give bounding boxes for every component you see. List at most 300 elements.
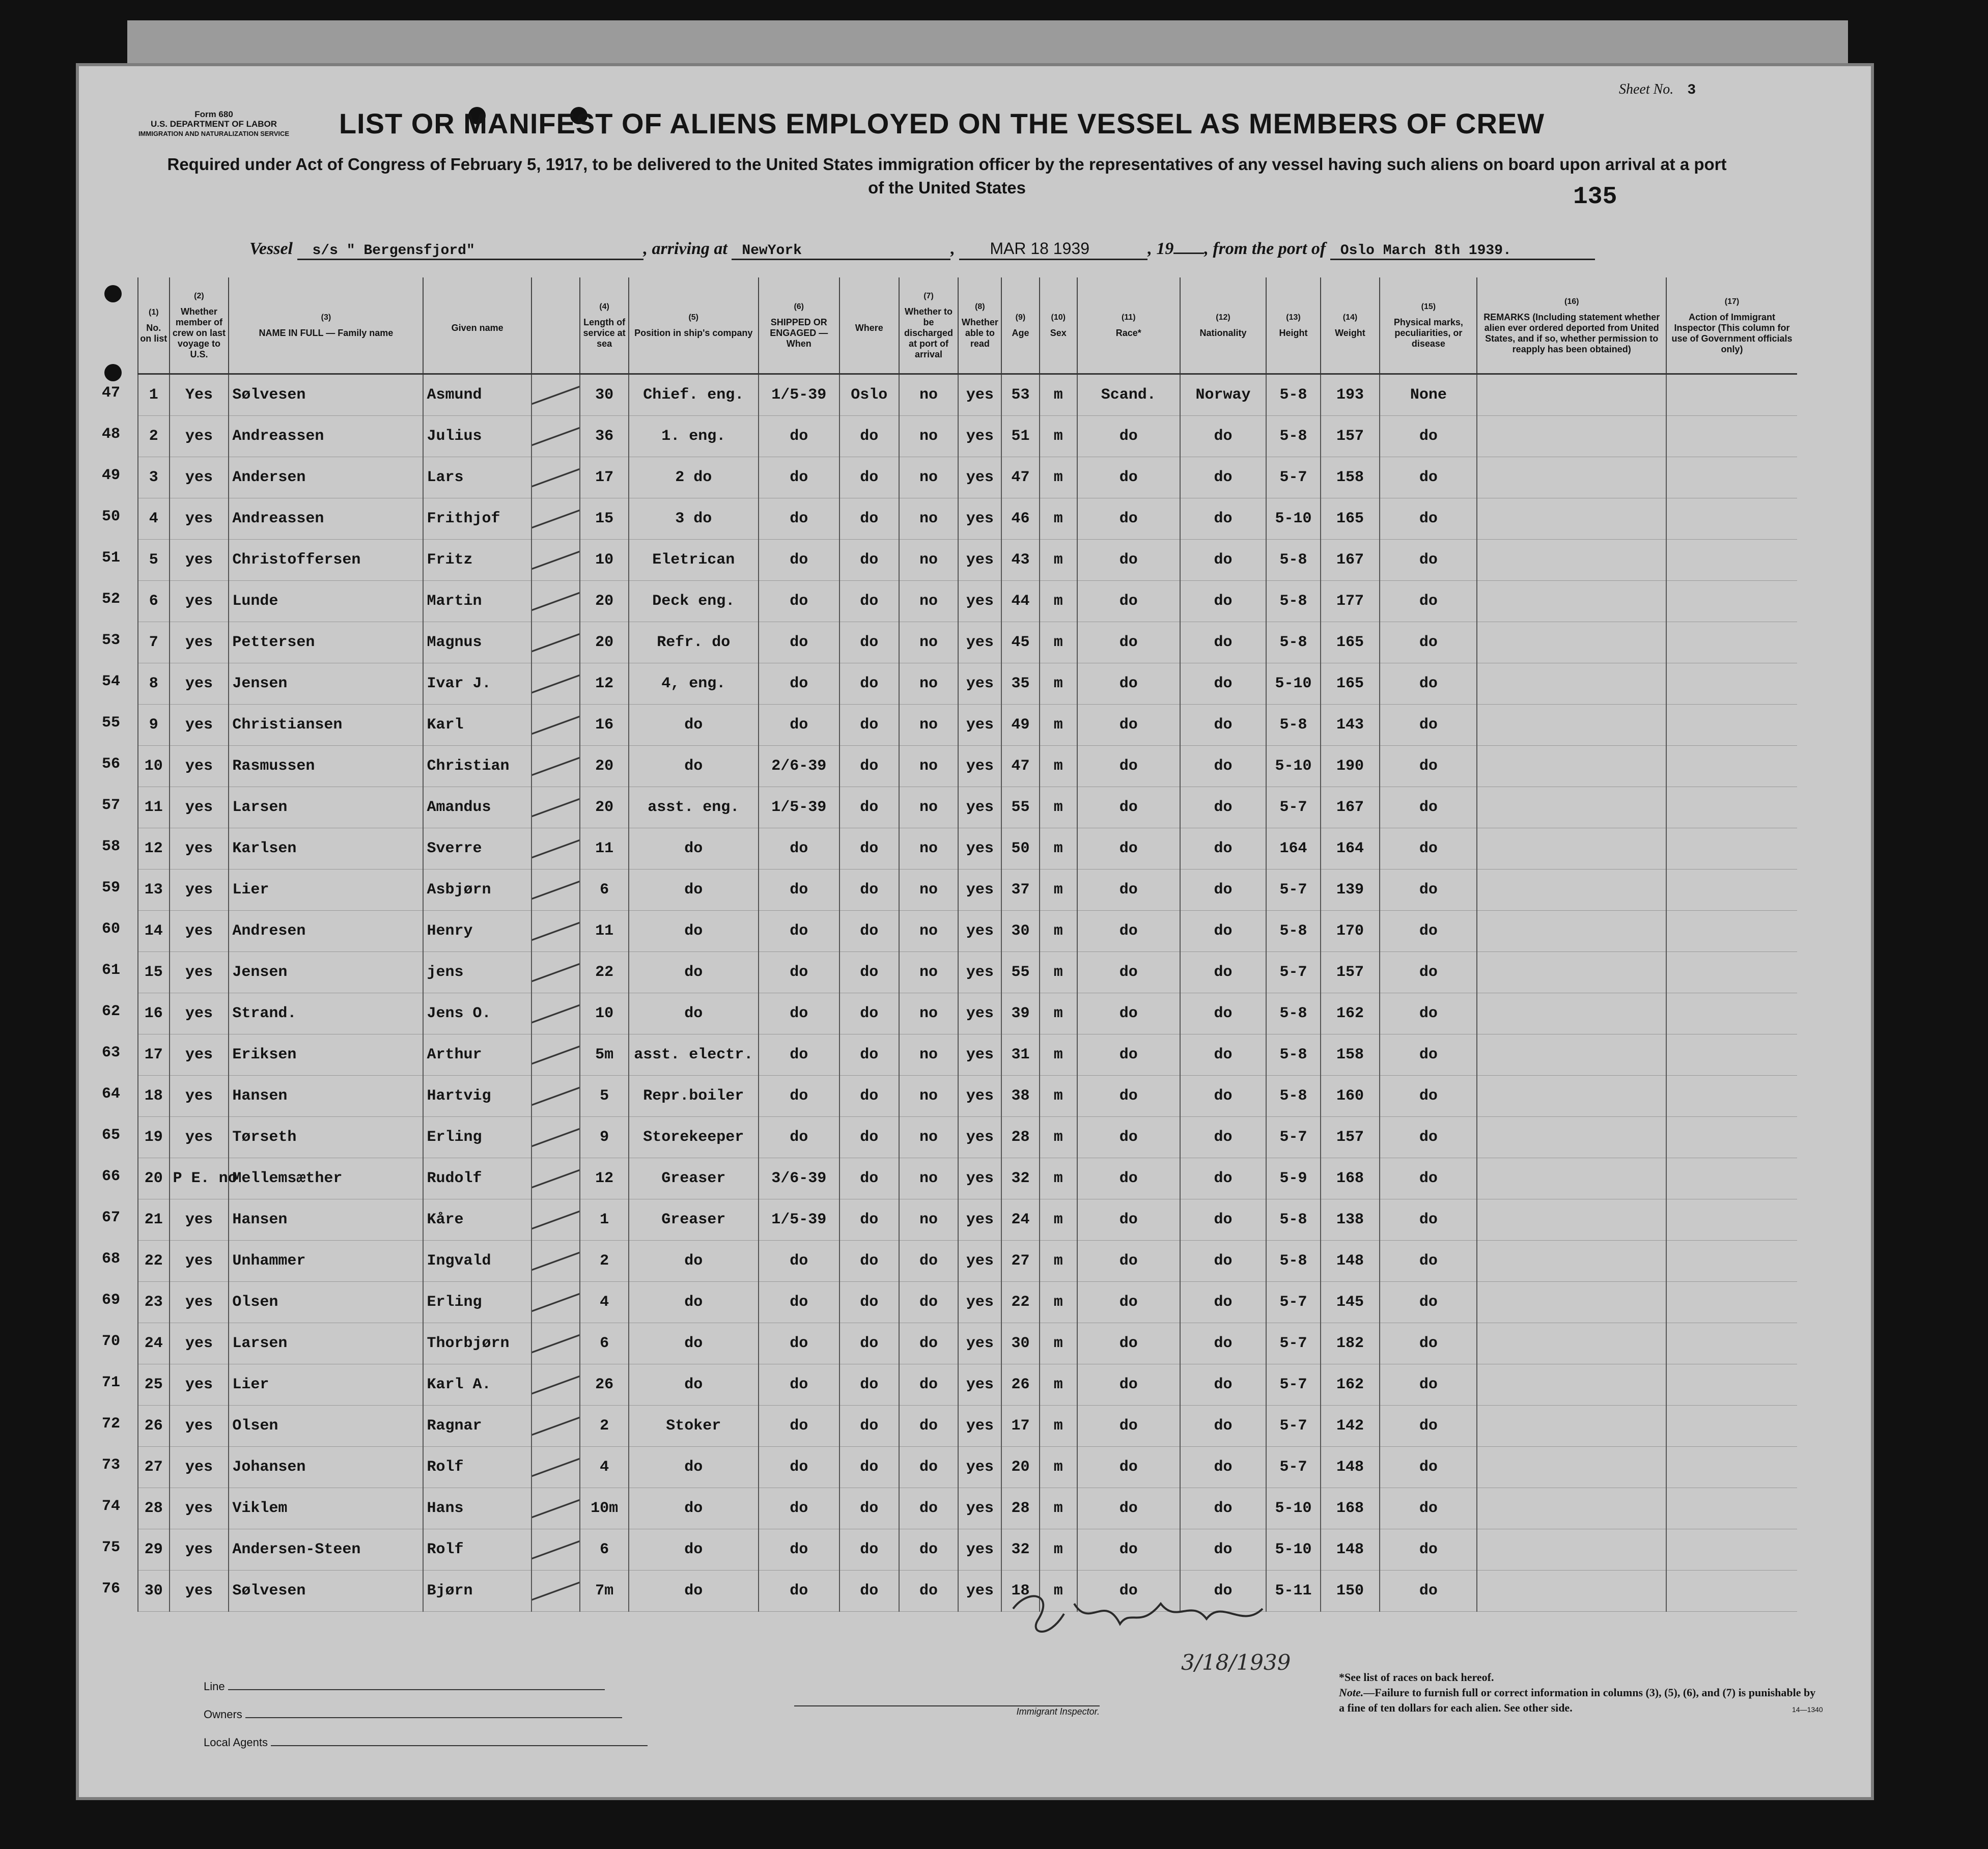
column-header: [580, 277, 629, 374]
inspector-action: [1666, 1199, 1797, 1241]
service-length: 12: [580, 1158, 629, 1199]
column-number: (13): [1286, 313, 1301, 322]
remarks: [1477, 993, 1666, 1034]
service-length: 10: [580, 540, 629, 581]
shipped-where: do: [839, 952, 899, 993]
position: do: [629, 1571, 759, 1612]
nationality: do: [1180, 828, 1267, 870]
service-length: 6: [580, 1323, 629, 1364]
discharged: no: [899, 952, 959, 993]
sex: m: [1040, 374, 1077, 416]
nationality: do: [1180, 952, 1267, 993]
table-row: [138, 1158, 1797, 1199]
shipped-when: do: [759, 498, 839, 540]
given-name: Erling: [423, 1282, 531, 1323]
shipped-when: do: [759, 663, 839, 705]
pen-mark: [531, 1034, 580, 1076]
last-voyage: yes: [170, 1364, 229, 1406]
pen-mark: [531, 1364, 580, 1406]
table-row: [138, 1076, 1797, 1117]
shipped-when: do: [759, 457, 839, 498]
discharged: no: [899, 622, 959, 663]
column-header: [531, 277, 580, 374]
shipped-when: do: [759, 540, 839, 581]
age: 47: [1001, 457, 1039, 498]
race: do: [1077, 1282, 1180, 1323]
race: do: [1077, 911, 1180, 952]
given-name: Lars: [423, 457, 531, 498]
given-name: Ragnar: [423, 1406, 531, 1447]
line-number: 63: [102, 1044, 121, 1061]
weight: 170: [1321, 911, 1380, 952]
physical-marks: do: [1380, 663, 1477, 705]
physical-marks: do: [1380, 1199, 1477, 1241]
shipped-where: do: [839, 1117, 899, 1158]
row-number: 13: [138, 870, 170, 911]
height: 5-8: [1266, 705, 1320, 746]
remarks: [1477, 911, 1666, 952]
column-number: (4): [599, 302, 609, 311]
weight: 193: [1321, 374, 1380, 416]
able-to-read: yes: [958, 952, 1001, 993]
owners-field: [204, 1708, 622, 1721]
owners-label: Owners: [204, 1708, 242, 1721]
row-number: 9: [138, 705, 170, 746]
age: 55: [1001, 952, 1039, 993]
table-row: [138, 416, 1797, 457]
shipped-where: do: [839, 1488, 899, 1529]
column-header: [229, 277, 423, 374]
race: do: [1077, 1571, 1180, 1612]
remarks: [1477, 705, 1666, 746]
column-header: [1001, 277, 1039, 374]
shipped-where: do: [839, 498, 899, 540]
shipped-where: do: [839, 1323, 899, 1364]
family-name: Andreassen: [229, 498, 423, 540]
family-name: Olsen: [229, 1406, 423, 1447]
inspector-line: [794, 1705, 1100, 1717]
sex: m: [1040, 1364, 1077, 1406]
row-number: 17: [138, 1034, 170, 1076]
discharged: do: [899, 1571, 959, 1612]
inspector-action: [1666, 787, 1797, 828]
row-number: 21: [138, 1199, 170, 1241]
discharged: no: [899, 787, 959, 828]
service-length: 1: [580, 1199, 629, 1241]
family-name: Rasmussen: [229, 746, 423, 787]
vessel-name: s/s " Bergensfjord": [312, 243, 475, 259]
race: do: [1077, 1199, 1180, 1241]
column-header: [1666, 277, 1797, 374]
column-label: NAME IN FULL — Family name: [259, 328, 394, 338]
list-number: 135: [1573, 183, 1617, 211]
family-name: Viklem: [229, 1488, 423, 1529]
nationality: do: [1180, 1034, 1267, 1076]
inspector-action: [1666, 828, 1797, 870]
discharged: no: [899, 457, 959, 498]
able-to-read: yes: [958, 1034, 1001, 1076]
able-to-read: yes: [958, 498, 1001, 540]
remarks: [1477, 870, 1666, 911]
sex: m: [1040, 1241, 1077, 1282]
able-to-read: yes: [958, 457, 1001, 498]
line-number: 68: [102, 1250, 121, 1268]
column-label: Given name: [451, 322, 503, 333]
nationality: do: [1180, 1488, 1267, 1529]
line-number: 76: [102, 1580, 121, 1598]
position: do: [629, 1488, 759, 1529]
able-to-read: yes: [958, 1323, 1001, 1364]
service-length: 5: [580, 1076, 629, 1117]
pen-mark: [531, 416, 580, 457]
discharged: no: [899, 870, 959, 911]
family-name: Olsen: [229, 1282, 423, 1323]
physical-marks: do: [1380, 705, 1477, 746]
row-number: 20: [138, 1158, 170, 1199]
discharged: no: [899, 498, 959, 540]
last-voyage: yes: [170, 540, 229, 581]
nationality: do: [1180, 1529, 1267, 1571]
shipped-when: do: [759, 1117, 839, 1158]
weight: 167: [1321, 540, 1380, 581]
given-name: Hans: [423, 1488, 531, 1529]
inspector-action: [1666, 1158, 1797, 1199]
line-number: 64: [102, 1085, 121, 1103]
physical-marks: do: [1380, 581, 1477, 622]
race: do: [1077, 1034, 1180, 1076]
weight: 148: [1321, 1529, 1380, 1571]
remarks: [1477, 622, 1666, 663]
position: do: [629, 952, 759, 993]
last-voyage: yes: [170, 787, 229, 828]
weight: 148: [1321, 1447, 1380, 1488]
physical-marks: do: [1380, 828, 1477, 870]
last-voyage: yes: [170, 993, 229, 1034]
position: do: [629, 828, 759, 870]
inspector-action: [1666, 705, 1797, 746]
table-row: [138, 705, 1797, 746]
able-to-read: yes: [958, 1447, 1001, 1488]
pen-mark: [531, 705, 580, 746]
column-header: [759, 277, 839, 374]
service-length: 2: [580, 1241, 629, 1282]
line-number: 60: [102, 920, 121, 938]
position: do: [629, 746, 759, 787]
height: 5-7: [1266, 952, 1320, 993]
sheet-number: [1619, 81, 1696, 98]
position: do: [629, 1529, 759, 1571]
shipped-when: do: [759, 1529, 839, 1571]
race: do: [1077, 1529, 1180, 1571]
form-identifier: [137, 109, 290, 138]
shipped-when: do: [759, 622, 839, 663]
able-to-read: yes: [958, 870, 1001, 911]
sex: m: [1040, 498, 1077, 540]
age: 35: [1001, 663, 1039, 705]
pen-mark: [531, 828, 580, 870]
discharged: no: [899, 911, 959, 952]
row-number: 7: [138, 622, 170, 663]
shipped-when: 1/5-39: [759, 1199, 839, 1241]
physical-marks: do: [1380, 457, 1477, 498]
age: 27: [1001, 1241, 1039, 1282]
height: 5-8: [1266, 1076, 1320, 1117]
position: do: [629, 993, 759, 1034]
year-label: 19: [1156, 239, 1174, 258]
inspector-action: [1666, 1034, 1797, 1076]
shipped-when: do: [759, 911, 839, 952]
sex: m: [1040, 1571, 1077, 1612]
sex: m: [1040, 1488, 1077, 1529]
nationality: do: [1180, 1406, 1267, 1447]
inspector-action: [1666, 663, 1797, 705]
sex: m: [1040, 1199, 1077, 1241]
last-voyage: yes: [170, 457, 229, 498]
inspector-action: [1666, 870, 1797, 911]
column-label: Sex: [1050, 328, 1067, 338]
weight: 177: [1321, 581, 1380, 622]
inspector-action: [1666, 416, 1797, 457]
age: 32: [1001, 1158, 1039, 1199]
able-to-read: yes: [958, 416, 1001, 457]
sex: m: [1040, 870, 1077, 911]
column-number: (8): [975, 302, 985, 311]
row-number: 2: [138, 416, 170, 457]
discharged: no: [899, 374, 959, 416]
column-header: [423, 277, 531, 374]
line-number: 51: [102, 549, 121, 567]
remarks: [1477, 952, 1666, 993]
nationality: do: [1180, 540, 1267, 581]
age: 17: [1001, 1406, 1039, 1447]
row-number: 3: [138, 457, 170, 498]
height: 5-8: [1266, 581, 1320, 622]
line-number: 67: [102, 1209, 121, 1226]
able-to-read: yes: [958, 746, 1001, 787]
age: 49: [1001, 705, 1039, 746]
row-number: 1: [138, 374, 170, 416]
family-name: Hansen: [229, 1199, 423, 1241]
position: 4, eng.: [629, 663, 759, 705]
position: Storekeeper: [629, 1117, 759, 1158]
service-length: 16: [580, 705, 629, 746]
position: Refr. do: [629, 622, 759, 663]
column-label: Weight: [1335, 328, 1365, 338]
able-to-read: yes: [958, 622, 1001, 663]
line-number: 75: [102, 1539, 121, 1556]
able-to-read: yes: [958, 1282, 1001, 1323]
note-text: —Failure to furnish full or correct information in columns (3), (5), (6), and (7) is punishable by a fine of ten dollars for each alien. See other side.: [1339, 1686, 1816, 1714]
row-number: 14: [138, 911, 170, 952]
line-number: 50: [102, 508, 121, 525]
weight: 158: [1321, 457, 1380, 498]
table-row: [138, 1282, 1797, 1323]
last-voyage: yes: [170, 1571, 229, 1612]
pen-mark: [531, 498, 580, 540]
remarks: [1477, 1406, 1666, 1447]
sex: m: [1040, 746, 1077, 787]
shipped-when: do: [759, 1571, 839, 1612]
inspector-action: [1666, 993, 1797, 1034]
column-header: [1380, 277, 1477, 374]
weight: 165: [1321, 498, 1380, 540]
date-stamp: MAR 18 1939: [990, 239, 1089, 258]
last-voyage: yes: [170, 828, 229, 870]
nationality: do: [1180, 1447, 1267, 1488]
race: do: [1077, 1364, 1180, 1406]
line-number: 53: [102, 632, 121, 649]
inspector-action: [1666, 457, 1797, 498]
row-number: 24: [138, 1323, 170, 1364]
age: 44: [1001, 581, 1039, 622]
line-label: Line: [204, 1680, 225, 1693]
sex: m: [1040, 1158, 1077, 1199]
discharged: do: [899, 1447, 959, 1488]
row-number: 19: [138, 1117, 170, 1158]
weight: 143: [1321, 705, 1380, 746]
remarks: [1477, 787, 1666, 828]
shipped-where: do: [839, 1571, 899, 1612]
sex: m: [1040, 416, 1077, 457]
able-to-read: yes: [958, 663, 1001, 705]
discharged: do: [899, 1241, 959, 1282]
weight: 150: [1321, 1571, 1380, 1612]
given-name: Henry: [423, 911, 531, 952]
able-to-read: yes: [958, 911, 1001, 952]
discharged: no: [899, 828, 959, 870]
physical-marks: do: [1380, 1076, 1477, 1117]
row-number: 27: [138, 1447, 170, 1488]
race: do: [1077, 1488, 1180, 1529]
sex: m: [1040, 787, 1077, 828]
shipped-where: do: [839, 457, 899, 498]
shipped-where: do: [839, 540, 899, 581]
table-header: [138, 277, 1797, 374]
last-voyage: yes: [170, 1447, 229, 1488]
weight: 168: [1321, 1488, 1380, 1529]
given-name: Magnus: [423, 622, 531, 663]
family-name: Andersen-Steen: [229, 1529, 423, 1571]
table-row: [138, 457, 1797, 498]
age: 31: [1001, 1034, 1039, 1076]
column-label: Position in ship's company: [634, 328, 753, 338]
shipped-where: do: [839, 416, 899, 457]
arriving-label: arriving at: [652, 239, 727, 258]
service-length: 7m: [580, 1571, 629, 1612]
inspector-action: [1666, 1241, 1797, 1282]
position: asst. electr.: [629, 1034, 759, 1076]
height: 5-8: [1266, 993, 1320, 1034]
line-field: [204, 1680, 605, 1693]
row-number: 28: [138, 1488, 170, 1529]
last-voyage: yes: [170, 1282, 229, 1323]
able-to-read: yes: [958, 1076, 1001, 1117]
age: 53: [1001, 374, 1039, 416]
last-voyage: yes: [170, 1488, 229, 1529]
pen-mark: [531, 1406, 580, 1447]
nationality: do: [1180, 1364, 1267, 1406]
column-number: (6): [794, 302, 804, 311]
height: 5-8: [1266, 1034, 1320, 1076]
service: IMMIGRATION AND NATURALIZATION SERVICE: [138, 130, 290, 137]
last-voyage: Yes: [170, 374, 229, 416]
remarks: [1477, 416, 1666, 457]
remarks: [1477, 581, 1666, 622]
column-label: REMARKS (Including statement whether alien ever ordered deported from United States, and if so, whether permission to reapply has been obtained): [1483, 312, 1660, 354]
departure-port: Oslo March 8th 1939.: [1340, 243, 1511, 259]
age: 30: [1001, 911, 1039, 952]
physical-marks: do: [1380, 911, 1477, 952]
family-name: Christiansen: [229, 705, 423, 746]
race: do: [1077, 622, 1180, 663]
sex: m: [1040, 993, 1077, 1034]
able-to-read: yes: [958, 540, 1001, 581]
weight: 182: [1321, 1323, 1380, 1364]
race: do: [1077, 581, 1180, 622]
pen-mark: [531, 1076, 580, 1117]
weight: 164: [1321, 828, 1380, 870]
shipped-when: do: [759, 828, 839, 870]
family-name: Tørseth: [229, 1117, 423, 1158]
discharged: no: [899, 1199, 959, 1241]
shipped-where: Oslo: [839, 374, 899, 416]
weight: 167: [1321, 787, 1380, 828]
column-label: Action of Immigrant Inspector (This column for use of Government officials only): [1671, 312, 1793, 354]
shipped-where: do: [839, 870, 899, 911]
able-to-read: yes: [958, 1158, 1001, 1199]
sex: m: [1040, 1529, 1077, 1571]
weight: 162: [1321, 993, 1380, 1034]
inspector-action: [1666, 540, 1797, 581]
pen-mark: [531, 622, 580, 663]
inspector-action: [1666, 911, 1797, 952]
weight: 157: [1321, 416, 1380, 457]
row-number: 16: [138, 993, 170, 1034]
table-row: [138, 1323, 1797, 1364]
weight: 148: [1321, 1241, 1380, 1282]
sex: m: [1040, 1447, 1077, 1488]
column-label: Height: [1279, 328, 1308, 338]
height: 5-7: [1266, 870, 1320, 911]
nationality: do: [1180, 1241, 1267, 1282]
shipped-when: do: [759, 1406, 839, 1447]
shipped-where: do: [839, 1282, 899, 1323]
able-to-read: yes: [958, 787, 1001, 828]
line-number: 55: [102, 714, 121, 732]
column-label: Whether member of crew on last voyage to U.S.: [172, 306, 226, 359]
discharged: do: [899, 1323, 959, 1364]
height: 5-7: [1266, 1406, 1320, 1447]
inspector-action: [1666, 1117, 1797, 1158]
remarks: [1477, 374, 1666, 416]
remarks: [1477, 1447, 1666, 1488]
weight: 160: [1321, 1076, 1380, 1117]
row-number: 25: [138, 1364, 170, 1406]
sex: m: [1040, 705, 1077, 746]
shipped-where: do: [839, 1529, 899, 1571]
sex: m: [1040, 581, 1077, 622]
discharged: do: [899, 1406, 959, 1447]
column-label: Whether to be discharged at port of arrival: [904, 306, 954, 359]
age: 28: [1001, 1488, 1039, 1529]
nationality: do: [1180, 1158, 1267, 1199]
family-name: Pettersen: [229, 622, 423, 663]
nationality: do: [1180, 1323, 1267, 1364]
given-name: Frithjof: [423, 498, 531, 540]
remarks: [1477, 498, 1666, 540]
column-label: SHIPPED OR ENGAGED — When: [770, 317, 828, 349]
physical-marks: do: [1380, 1323, 1477, 1364]
